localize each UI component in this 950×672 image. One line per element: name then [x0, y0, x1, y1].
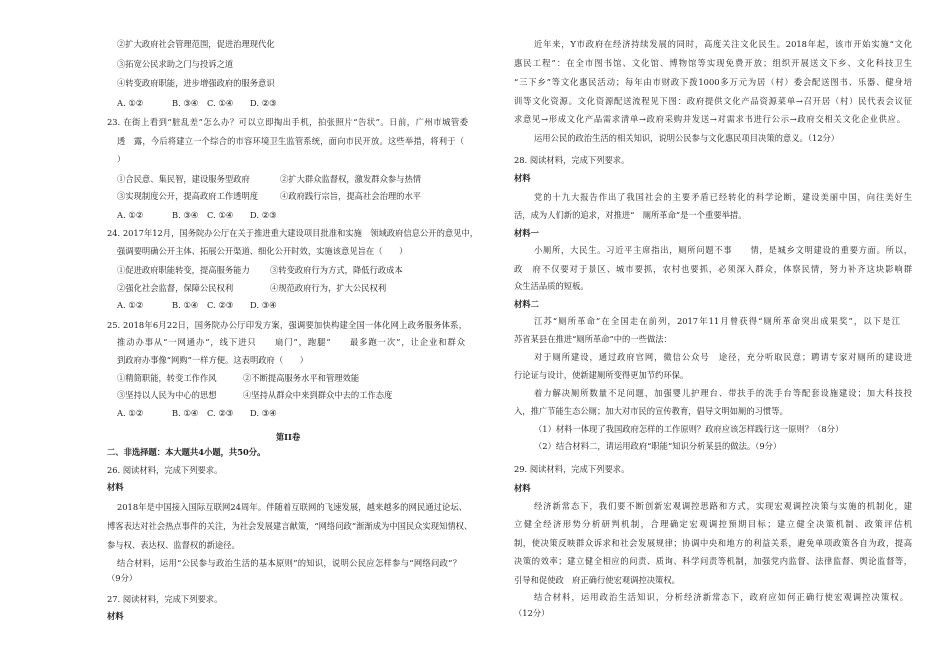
- material-label: 材料: [514, 483, 531, 493]
- q25-option: ④坚持从群众中来到群众中去的工作态度: [243, 390, 393, 400]
- q26-material-line: 参与权、表达权、监督权的新途径。: [107, 540, 240, 550]
- q23-option: ①合民意、集民智，建设服务型政府: [117, 174, 250, 184]
- q22-choice-c: C. ①④: [207, 98, 234, 108]
- q23-stem-line: 透 露，今后将建立一个综合的市容环境卫生监管系统，面向市民开放。这些举措，将利于（: [117, 136, 464, 146]
- q28-intro-line: 党的十九大报告作出了我国社会的主要矛盾已经转化的科学论断，建设美丽中国，向往美好生: [534, 192, 912, 202]
- q25-choice-d: D. ③④: [250, 408, 277, 418]
- q28-material-two-line: 江苏“厕所革命”在全国走在前列，2017年11月曾获得“厕所革命突出成果奖”，以下是江: [534, 316, 900, 326]
- q23-stem-line: ）: [117, 154, 126, 164]
- q23-option: ③实现制度公开，提高政府工作透明度: [117, 191, 259, 201]
- q23-option: ②扩大群众监督权，激发群众参与热情: [280, 174, 422, 184]
- material-label: 材料: [107, 482, 124, 492]
- section-heading: 二、非选择题：本大题共4小题，共50分。: [107, 447, 266, 457]
- q29-material-line: 决策的效率；建立健全相应的问责、质询、科学问责等机制，加强党内监督、法律监督、舆论监督等，: [514, 556, 912, 566]
- q26-score: （9分）: [107, 573, 138, 583]
- q24-choice-a: A. ①②: [117, 300, 144, 310]
- q25-option: ③坚持以人民为中心的思想: [117, 390, 217, 400]
- q25-choice-a: A. ①②: [117, 408, 144, 418]
- q25-option: ②不断提高服务水平和管理效能: [243, 373, 360, 383]
- q25-choice-b: B. ①④: [172, 408, 199, 418]
- q25-stem-line: 到政府办事像“网购”一样方便。这表明政府（ ）: [117, 355, 309, 365]
- material-two-label: 材料二: [514, 299, 539, 309]
- q22-choice-d: D. ②③: [250, 98, 277, 108]
- q28-title: 28. 阅读材料，完成下列要求。: [514, 155, 630, 165]
- q28-material-one-line: 众生活品质的短板。: [514, 281, 589, 291]
- q29-score: （12分）: [514, 608, 550, 618]
- q24-stem-line: 强调要明确公开主体、拓展公开渠道、细化公开时效，实施该意见旨在（ ）: [117, 246, 408, 256]
- q25-option: ①精简职能，转变工作作风: [117, 373, 217, 383]
- q28-material-two-line: 入，推广节能生态公厕；加大对市民的宣传教育，倡导文明如厕的习惯等。: [514, 406, 788, 416]
- q28-intro-line: 活，成为人们新的追求，对推进“ 厕所革命”是一个重要举措。: [514, 210, 747, 220]
- q28-material-two-line: 着力解决厕所数量不足问题，加强婴儿护理台、带扶手的洗手台等配套设施建设；加大科技投: [534, 388, 912, 398]
- q27-question: 运用公民的政治生活的相关知识，说明公民参与文化惠民项目决策的意义。（12分）: [534, 133, 840, 143]
- q28-material-two-line: 行论证与设计，使新建厕所变得更加节约环保。: [514, 370, 689, 380]
- q23-choice-d: D. ②③: [250, 210, 277, 220]
- q22-option: ②扩大政府社会管理范围，促进治理现代化: [117, 39, 275, 49]
- q23-choice-c: C. ①④: [207, 210, 234, 220]
- material-one-label: 材料一: [514, 228, 539, 238]
- q24-choice-d: D. ③④: [250, 300, 277, 310]
- q26-material-line: 2018年是中国接入国际互联网24周年。伴随着互联网的飞速发展，越来越多的网民通过论坛、: [117, 502, 467, 512]
- q24-option: ②强化社会监督，保障公民权利: [117, 283, 234, 293]
- q25-choice-c: C. ②③: [207, 408, 234, 418]
- q22-choice-a: A. ①②: [117, 98, 144, 108]
- material-label: 材料: [107, 611, 124, 621]
- q27-material-line: 求意见→形成文化产品需求清单→政府采购并发送→对需求书进行公示→政府交相关文化企业供应。: [514, 114, 905, 124]
- q24-choice-c: C. ②③: [207, 300, 234, 310]
- q27-title: 27. 阅读材料，完成下列要求。: [107, 594, 223, 604]
- material-label: 材料: [514, 173, 531, 183]
- q26-material-line: 博客表达对社会热点事件的关注，为社会发展建言献策，“网络问政”渐渐成为中国民众实现知情权、: [107, 521, 473, 531]
- q23-choice-b: B. ③④: [172, 210, 199, 220]
- q24-option: ①促进政府职能转变，提高服务能力: [117, 265, 250, 275]
- q25-stem-line: 推动办事从“一网通办”，线下进只 扇门”，跑腿” 最多跑一次”，让企业和群众: [117, 337, 465, 347]
- q22-choice-b: B. ③④: [172, 98, 199, 108]
- q28-question-2: （2）结合材料二，请运用政府“职能”知识分析某县的做法。（9分）: [534, 441, 782, 451]
- q24-option: ④规范政府行为，扩大公民权利: [270, 283, 387, 293]
- q26-title: 26. 阅读材料，完成下列要求。: [107, 465, 223, 475]
- q25-stem-line: 25. 2018年6月22日，国务院办公厅印发方案，强调要加快构建全国一体化网上政务服务体系，: [107, 320, 467, 330]
- q27-material-line: 惠民工程”：在全市图书馆、文化馆、博物馆等实现免费开放；组织开展送文下乡、文化科技卫生: [514, 58, 912, 68]
- q29-material-line: 引导和促使政 府正确行使宏观调控决策权。: [514, 575, 680, 585]
- q28-question-1: （1）材料一体现了我国政府怎样的工作原则？政府应该怎样践行这一原则？（8分）: [534, 424, 844, 434]
- q29-material-line: 经济新常态下，我们要不断创新宏观调控思路和方式，实现宏观调控决策与实施的机制化，建: [534, 501, 912, 511]
- q23-stem-line: 23. 在街上看到“脏乱差”怎么办？可以立即掏出手机，拍张照片“告状”。日前，广州市城管委: [107, 117, 468, 127]
- q24-choice-b: B. ①④: [172, 300, 199, 310]
- q22-option: ③拓宽公民求助之门与投诉之道: [117, 59, 234, 69]
- q28-material-one-line: 小厕所，大民生。习近平主席指出，厕所问题不事 情，是城乡文明建设的重要方面。所以，: [534, 245, 912, 255]
- part-title: 第II卷: [275, 432, 301, 442]
- q29-title: 29. 阅读材料，完成下列要求。: [514, 464, 630, 474]
- q26-question: 结合材料，运用“公民参与政治生活的基本原则”的知识，说明公民应怎样参与“网络问政”？: [117, 558, 461, 568]
- q22-option: ④转变政府职能，进步增强政府的服务意识: [117, 78, 275, 88]
- q24-option: ③转变政府行为方式，降低行政成本: [270, 265, 403, 275]
- q23-option: ④政府践行宗旨，提高社会治理的水平: [280, 191, 422, 201]
- q29-material-line: 立健全经济形势分析研判机制，合理确定宏观调控预期目标；建立健全决策机制、政策评估机: [514, 519, 912, 529]
- q28-material-two-line: 苏省某县在推进“厕所革命”中的一些做法：: [514, 334, 672, 344]
- q27-material-line: 训等文化资源。文化资源配送流程见下图：政府提供文化产品资源菜单→召开居（村）民代表会议征: [514, 96, 912, 106]
- q27-material-line: “三下乡”等文化惠民活动；每年由市财政下拨1000多万元为居（村）委会配送图书、乐器、健身培: [514, 77, 912, 87]
- q29-material-line: 制，使决策反映群众诉求和社会发展规律；协调中央和地方的利益关系，避免单项政策各自为政，提高: [514, 538, 912, 548]
- q23-choice-a: A. ①②: [117, 210, 144, 220]
- q29-question: 结合材料，运用政治生活知识，分析经济新常态下，政府应如何正确行使宏观调控决策权。: [534, 592, 908, 602]
- q24-stem-line: 24. 2017年12月，国务院办公厅在关于推进重大建设项目批准和实施 领域政府信息公开的意见中，: [107, 228, 479, 238]
- q27-material-line: 近年来，Y市政府在经济持续发展的同时，高度关注文化民生。2018年起，该市开始实施“文化: [534, 39, 912, 49]
- q28-material-two-line: 对于厕所建设，通过政府官网，微信公众号 途径，充分听取民意；聘请专家对厕所的建设进: [534, 352, 912, 362]
- q28-material-one-line: 政 府不仅要对于景区、城市要抓，农村也要抓，必须深入群众，体察民情，努力补齐这块影响群: [514, 264, 912, 274]
